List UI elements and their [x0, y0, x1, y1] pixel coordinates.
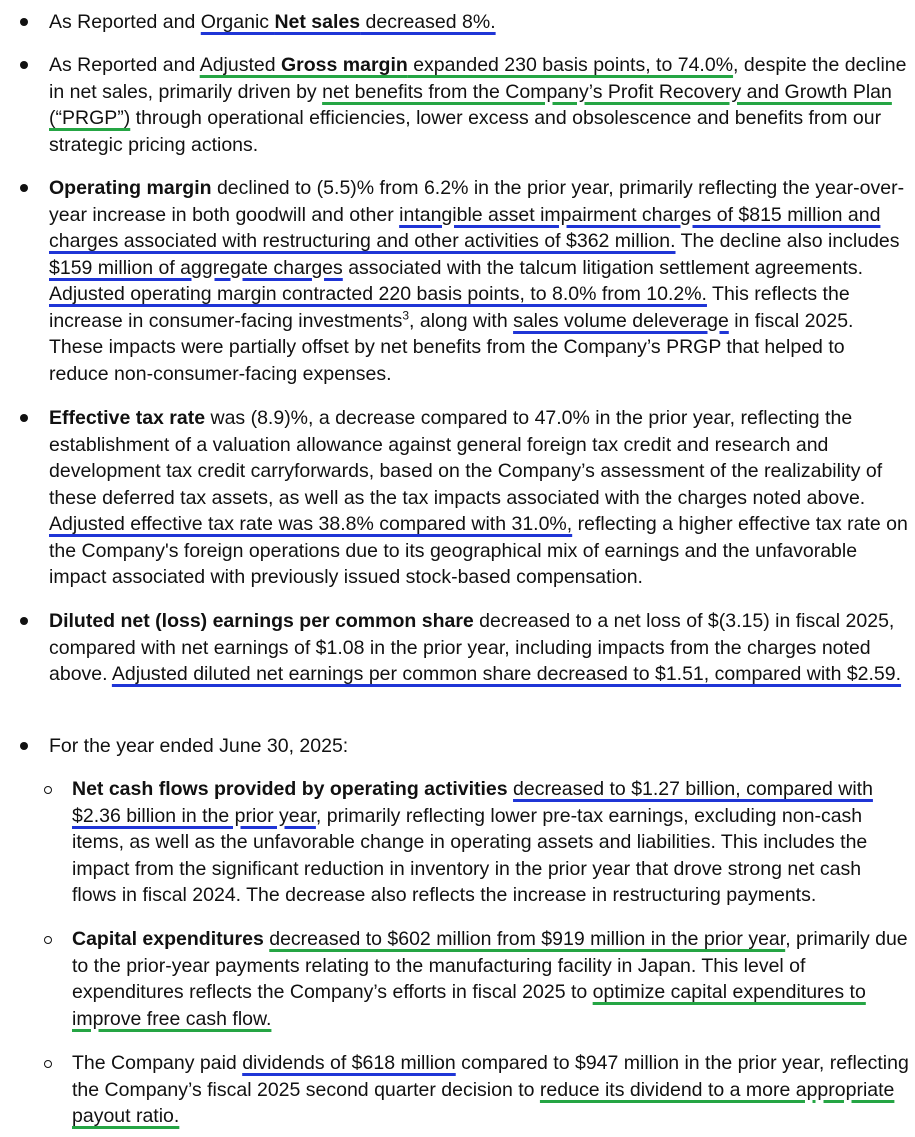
bullet-dot: [20, 18, 28, 26]
sub-bullet-circle: [44, 936, 52, 944]
sub-bullet-circle: [44, 1060, 52, 1068]
bullet-text: Diluted net (loss) earnings per common share decreased to a net loss of $(3.15) in fiscal 2025, compared with net earnings of $1.08 in the prior year, including impacts from the charges noted above. Adjusted diluted net earnings per common share decreased to $1.51, compared with $2.59.: [49, 610, 902, 685]
bullet-text: Effective tax rate was (8.9)%, a decrease compared to 47.0% in the prior year, reflecting the establishment of a valuation allowance against general foreign tax credit and research and development tax credit carryforwards, based on the Company’s assessment of the realizability of these deferred tax assets, as well as the tax impacts associated with the charges noted above. Adjusted effective tax rate was 38.8% compared with 31.0%, reflecting a higher effective tax rate on the Company's foreign operations due to its geographical mix of earnings and the unfavorable impact associated with previously issued stock-based compensation.: [49, 407, 908, 588]
bullet-text: For the year ended June 30, 2025:: [49, 735, 349, 757]
bullet-text: As Reported and Organic Net sales decreased 8%.: [49, 11, 496, 33]
bullet-dot: [20, 742, 28, 750]
sub-bullet-text: Capital expenditures decreased to $602 million from $919 million in the prior year, primarily due to the prior-year payments relating to the manufacturing facility in Japan. This level of expenditures reflects the Company’s efforts in fiscal 2025 to optimize capital expenditures to improve free cash flow.: [72, 928, 908, 1030]
sub-bullet-circle: [44, 786, 52, 794]
sub-bullet-text: Net cash flows provided by operating activities decreased to $1.27 billion, compared with $2.36 billion in the prior year, primarily reflecting lower pre-tax earnings, excluding non-cash items, as well as the unfavorable change in operating assets and liabilities. This includes the impact from the significant reduction in inventory in the prior year that drove strong net cash flows in fiscal 2024. The decrease also reflects the increase in restructuring payments.: [72, 778, 873, 906]
bullet-dot: [20, 61, 28, 69]
bullet-dot: [20, 414, 28, 422]
bullet-dot: [20, 184, 28, 192]
footnote-marker: 3: [402, 308, 410, 322]
bullet-dot: [20, 617, 28, 625]
bullet-text: As Reported and Adjusted Gross margin expanded 230 basis points, to 74.0%, despite the decline in net sales, primarily driven by net benefits from the Company’s Profit Recovery and Growth Plan (“PRGP”) through operational efficiencies, lower excess and obsolescence and benefits from our strategic pricing actions.: [49, 54, 907, 156]
sub-bullet-text: The Company paid dividends of $618 million compared to $947 million in the prior year, reflecting the Company’s fiscal 2025 second quarter decision to reduce its dividend to a more appropriate payout ratio.: [72, 1052, 909, 1127]
bullet-text: Operating margin declined to (5.5)% from 6.2% in the prior year, primarily reflecting the year-over-year increase in both goodwill and other intangible asset impairment charges of $815 million and charges associated with restructuring and other activities of $362 million. The decline also includes $159 million of aggregate charges associated with the talcum litigation settlement agreements. Adjusted operating margin contracted 220 basis points, to 8.0% from 10.2%. This reflects the increase in consumer-facing investments$^3$, along with sales volume deleverage in fiscal 2025. These impacts were partially offset by net benefits from the Company’s PRGP that helped to reduce non-consumer-facing expenses.: [49, 177, 905, 385]
